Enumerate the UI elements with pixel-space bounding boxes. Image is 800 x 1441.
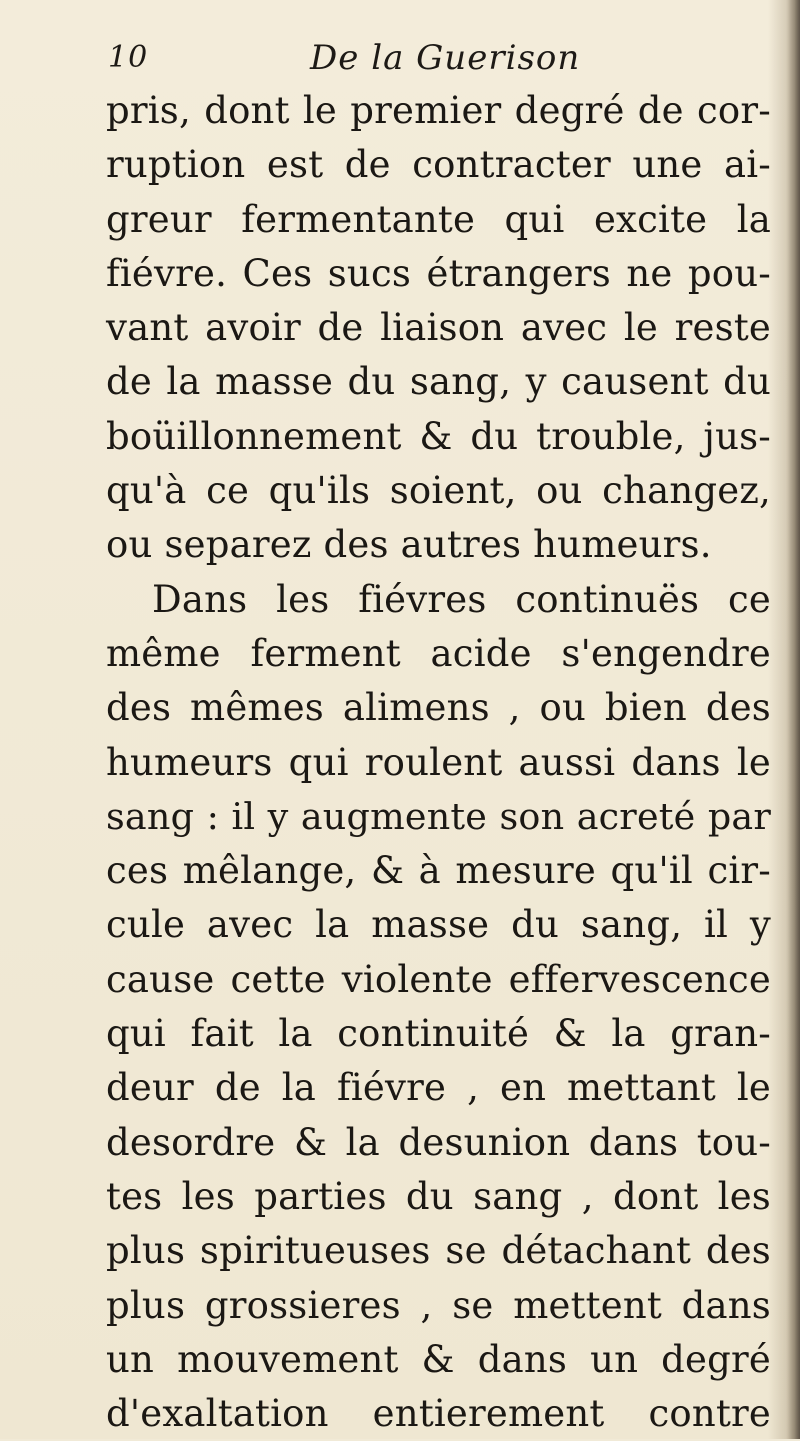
text-line: plus grossieres , se mettent dans bbox=[106, 1283, 771, 1327]
text-line: deur de la fiévre , en mettant le bbox=[106, 1066, 771, 1110]
text-line: un mouvement & dans un degré bbox=[106, 1337, 771, 1381]
body-text bbox=[106, 84, 771, 1441]
text-line: tes les parties du sang , dont les bbox=[106, 1174, 771, 1218]
text-line: qu'à ce qu'ils soient, ou changez, bbox=[106, 469, 771, 513]
text-line: humeurs qui roulent aussi dans le bbox=[106, 740, 771, 784]
text-line: cule avec la masse du sang, il y bbox=[106, 903, 771, 947]
text-line: ces mêlange, & à mesure qu'il cir- bbox=[106, 849, 771, 893]
text-line: vant avoir de liaison avec le reste bbox=[106, 306, 771, 350]
text-line: Dans les fiévres continuës ce bbox=[152, 577, 771, 621]
page-number: 10 bbox=[108, 40, 149, 75]
text-line: sang : il y augmente son acreté par bbox=[106, 794, 771, 838]
text-line: fiévre. Ces sucs étrangers ne pou- bbox=[106, 251, 771, 295]
text-line: ou separez des autres humeurs. bbox=[106, 523, 712, 567]
text-line: ruption est de contracter une ai- bbox=[106, 143, 771, 187]
text-line: de la masse du sang, y causent du bbox=[106, 360, 771, 404]
text-line: plus spiritueuses se détachant des bbox=[106, 1229, 771, 1273]
text-line: pris, dont le premier degré de cor- bbox=[106, 89, 771, 132]
text-line: greur fermentante qui excite la bbox=[106, 197, 771, 241]
binding-edge-shadow bbox=[786, 0, 800, 1439]
text-line: d'exaltation entierement contre bbox=[106, 1392, 771, 1436]
text-line: boüillonnement & du trouble, jus- bbox=[106, 414, 771, 458]
text-line: qui fait la continuité & la gran- bbox=[106, 1012, 771, 1056]
text-line: des mêmes alimens , ou bien des bbox=[106, 686, 771, 730]
text-line: même ferment acide s'engendre bbox=[106, 631, 771, 675]
page-header bbox=[108, 40, 768, 90]
text-line: desordre & la desunion dans tou- bbox=[106, 1120, 771, 1164]
running-head: De la Guerison bbox=[310, 38, 581, 78]
text-line: cause cette violente effervescence bbox=[106, 957, 771, 1001]
